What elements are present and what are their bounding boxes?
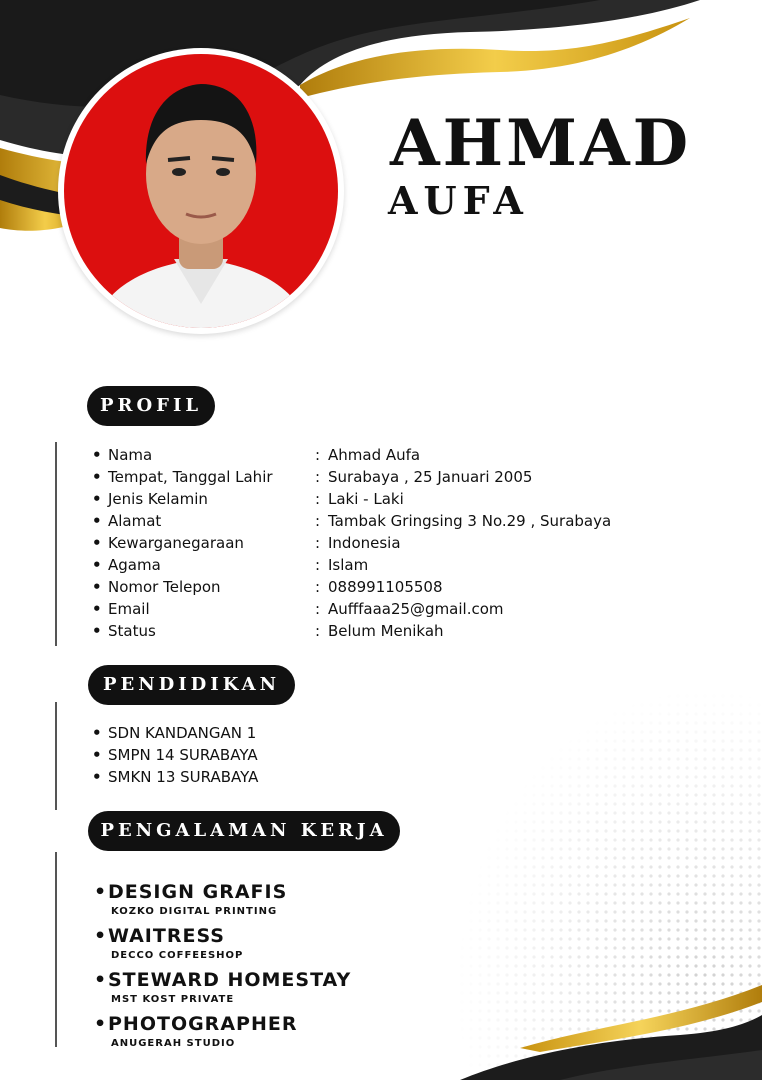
job-place: KOZKO DIGITAL PRINTING [111, 906, 278, 917]
job-title: STEWARD HOMESTAY [108, 969, 352, 991]
first-name: AHMAD [390, 106, 692, 181]
profile-value: Belum Menikah [328, 622, 444, 640]
profile-label: Nomor Telepon [108, 578, 221, 596]
profile-value: Ahmad Aufa [328, 446, 421, 464]
job-title: PHOTOGRAPHER [108, 1013, 298, 1035]
section-divider-line [55, 702, 57, 810]
profile-photo [64, 54, 338, 328]
profile-label: Agama [108, 556, 161, 574]
section-heading-pengalaman-kerja: PENGALAMAN KERJA [88, 811, 400, 851]
profile-value: Indonesia [328, 534, 401, 552]
profile-label: Status [108, 622, 156, 640]
profile-value: Tambak Gringsing 3 No.29 , Surabaya [328, 512, 612, 530]
profile-label: Alamat [108, 512, 162, 530]
profile-value: Laki - Laki [328, 490, 404, 508]
job-place: DECCO COFFEESHOP [111, 950, 244, 961]
profile-value: Islam [328, 556, 369, 574]
job-place: MST KOST PRIVATE [111, 994, 235, 1005]
profile-label: Email [108, 600, 150, 618]
section-divider-line [55, 442, 57, 646]
last-name: AUFA [388, 178, 529, 223]
section-heading-profil: PROFIL [87, 386, 215, 426]
job-title: DESIGN GRAFIS [108, 881, 288, 903]
profile-label: Nama [108, 446, 153, 464]
profile-photo-frame [58, 48, 344, 334]
profile-label: Jenis Kelamin [108, 490, 208, 508]
section-divider-line [55, 852, 57, 1047]
portrait-photo [64, 54, 338, 328]
profile-value: Surabaya , 25 Januari 2005 [328, 468, 533, 486]
profile-label: Tempat, Tanggal Lahir [108, 468, 273, 486]
job-title: WAITRESS [108, 925, 225, 947]
profile-value: 088991105508 [328, 578, 443, 596]
job-place: ANUGERAH STUDIO [111, 1038, 236, 1049]
section-heading-pendidikan: PENDIDIKAN [88, 665, 295, 705]
profile-label: Kewarganegaraan [108, 534, 244, 552]
profile-value: Aufffaaa25@gmail.com [328, 600, 504, 618]
